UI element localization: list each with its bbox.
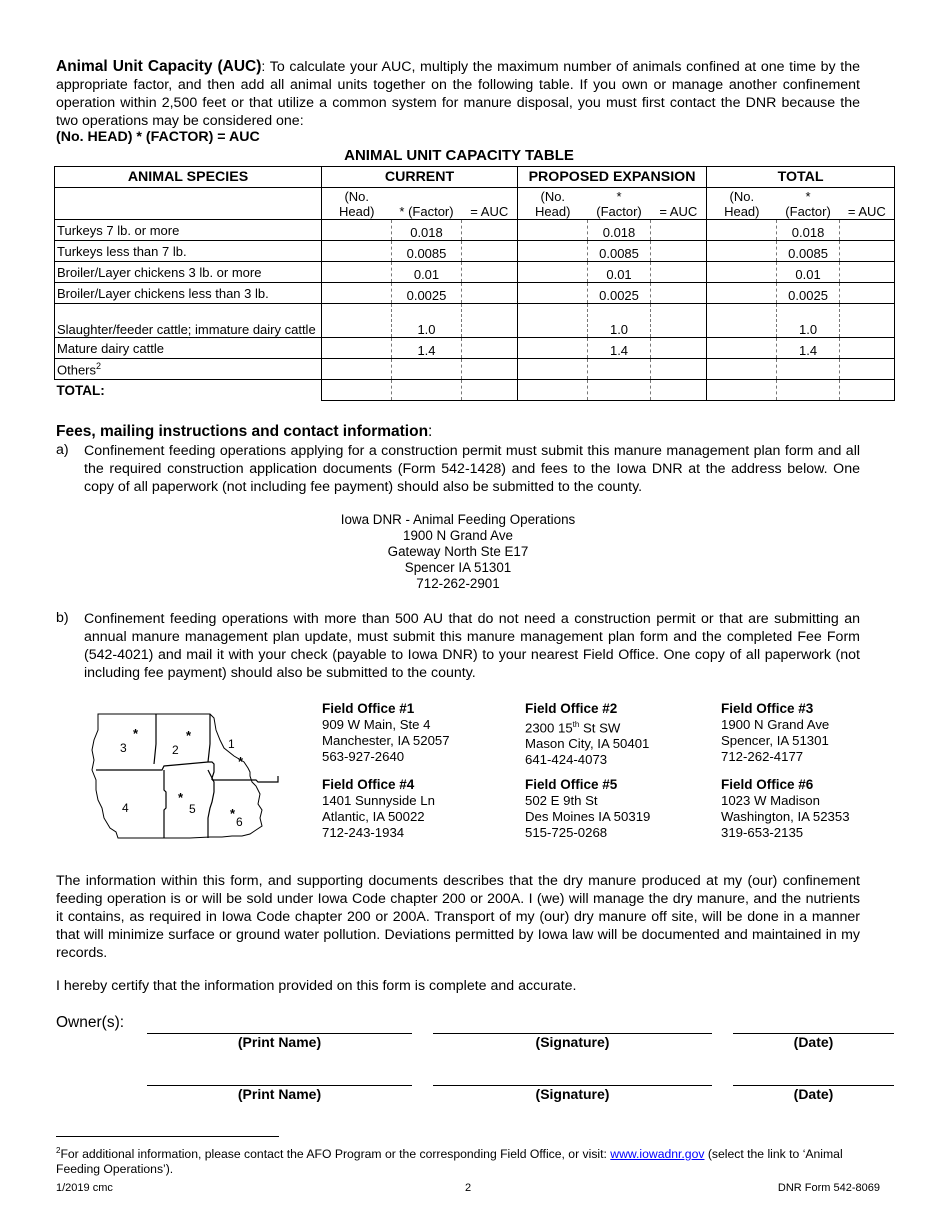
species-cell: Broiler/Layer chickens 3 lb. or more [55,262,322,283]
head-input[interactable] [518,262,588,283]
table-row [55,220,895,241]
factor-cell: 1.4 [588,338,651,359]
head-input[interactable] [322,241,392,262]
factor-cell: 1.0 [392,304,462,338]
field-office-3: Field Office #3 1900 N Grand Ave Spencer, IA 51301 712-262-4177 [721,701,830,764]
table-row [55,338,895,359]
print-name-label: (Print Name) [237,1086,322,1102]
fees-colon: : [428,423,433,440]
head-input[interactable] [518,359,588,380]
table-row [55,359,895,380]
factor-cell: 0.0085 [588,241,651,262]
factor-cell: 0.018 [392,220,462,241]
footnote-separator [56,1136,279,1137]
head-input[interactable] [322,262,392,283]
auc-intro-text: : To calculate your AUC, multiply the maximum number of animals confined at one time by the appropriate factor, and then add all animal units together on the following table. If you own or manage another confinement operation within 2,500 feet or that utilize a common system for manure disposal, you must first contact the DNR because the two operations may be considered one: [56,59,860,129]
total-input[interactable] [588,380,651,401]
map-region-label: 6 [236,815,243,829]
table-title: ANIMAL UNIT CAPACITY TABLE [344,147,574,164]
print-name-label: (Print Name) [237,1034,322,1050]
auc-input[interactable] [651,304,707,338]
sub-auc: = AUC [470,204,509,219]
map-region-label: 4 [122,801,129,815]
sub-auc: = AUC [659,204,698,219]
auc-input[interactable] [462,359,518,380]
col-total: TOTAL [707,167,895,188]
factor-cell: 0.0025 [392,283,462,304]
address-line: 712-262-2901 [416,576,500,591]
auc-input[interactable] [462,262,518,283]
total-label: TOTAL: [56,382,105,398]
dnr-address [258,512,658,592]
address-line: 1900 N Grand Ave [403,528,513,543]
auc-input[interactable] [462,220,518,241]
species-cell: Broiler/Layer chickens less than 3 lb. [55,283,322,304]
auc-input[interactable] [840,283,895,304]
factor-cell[interactable] [588,359,651,380]
factor-cell: 0.018 [588,220,651,241]
form-number: DNR Form 542-8069 [777,1182,880,1194]
sub-factor: * (Factor) [785,189,831,219]
date-label: (Date) [793,1086,834,1102]
item-b-text: Confinement feeding operations with more than 500 AU that do not need a construction permit or that are submitting an annual manure management plan update, must submit this manure management plan form and the completed Fee Form (542-4021) and mail it with your check (payable to Iowa DNR) to your nearest Field Office. One copy of all paperwork (not including fee payment) should also be submitted to the county. [84,611,860,681]
map-region-label: 5 [189,802,196,816]
total-input[interactable] [840,380,895,401]
auc-input[interactable] [462,241,518,262]
head-input[interactable] [518,241,588,262]
map-region-label: 3 [120,741,127,755]
table-row-total [55,380,895,401]
sub-head: (No. Head) [518,188,588,220]
head-input[interactable] [322,220,392,241]
sub-factor: * (Factor) [596,189,642,219]
auc-input[interactable] [651,220,707,241]
field-office-2: Field Office #2 2300 15th St SW Mason City, IA 50401 641-424-4073 [525,701,650,768]
certify-statement: I hereby certify that the information provided on this form is complete and accurate. [56,978,577,994]
auc-input[interactable] [462,338,518,359]
head-input[interactable] [518,304,588,338]
table-row [55,283,895,304]
field-office-1: Field Office #1 909 W Main, Ste 4 Manchester, IA 52057 563-927-2640 [322,701,450,764]
office-location-star-icon: * [238,754,244,769]
factor-cell: 0.0085 [777,241,840,262]
factor-cell: 0.0085 [392,241,462,262]
office-location-star-icon: * [178,790,184,805]
address-line: Iowa DNR - Animal Feeding Operations [340,512,576,527]
head-input[interactable] [518,220,588,241]
office-location-star-icon: * [186,728,192,743]
auc-input[interactable] [840,220,895,241]
head-input[interactable] [322,283,392,304]
date-label: (Date) [793,1034,834,1050]
head-input[interactable] [322,338,392,359]
auc-formula: (No. HEAD) * (FACTOR) = AUC [56,129,260,145]
auc-input[interactable] [840,262,895,283]
auc-input[interactable] [651,262,707,283]
field-office-6: Field Office #6 1023 W Madison Washington, IA 52353 319-653-2135 [721,777,850,840]
address-line: Gateway North Ste E17 [387,544,529,559]
col-proposed-expansion: PROPOSED EXPANSION [518,167,707,188]
auc-input[interactable] [840,241,895,262]
office-location-star-icon: * [133,726,139,741]
signature-label: (Signature) [535,1034,610,1050]
head-input[interactable] [518,283,588,304]
factor-cell: 0.0025 [777,283,840,304]
head-input[interactable] [707,262,777,283]
head-input[interactable] [707,359,777,380]
head-input[interactable] [707,304,777,338]
species-cell: Slaughter/feeder cattle; immature dairy cattle [55,304,322,338]
total-input[interactable] [518,380,588,401]
factor-cell: 0.01 [588,262,651,283]
auc-input[interactable] [462,283,518,304]
auc-input[interactable] [651,241,707,262]
factor-cell[interactable] [777,359,840,380]
head-input[interactable] [322,359,392,380]
footer-revision: 1/2019 cmc [56,1182,113,1194]
office-location-star-icon: * [230,806,236,821]
auc-input[interactable] [651,283,707,304]
map-region-label: 2 [172,743,179,757]
field-office-4: Field Office #4 1401 Sunnyside Ln Atlantic, IA 50022 712-243-1934 [322,777,435,840]
auc-input[interactable] [840,304,895,338]
item-a-text: Confinement feeding operations applying for a construction permit must submit this manure management plan form and all the required construction application documents (Form 542-1428) and fees to the Iowa DNR at the address below. One copy of all paperwork (not including fee payment) should also be submitted to the county. [84,443,860,495]
iowadnr-link[interactable]: www.iowadnr.gov [610,1147,705,1162]
auc-title: Animal Unit Capacity (AUC) [56,58,262,75]
auc-table [54,166,895,401]
table-row [55,262,895,283]
sub-factor: * (Factor) [399,204,454,219]
map-region-label: 1 [228,737,235,751]
head-input[interactable] [518,338,588,359]
total-input[interactable] [777,380,840,401]
auc-input[interactable] [462,304,518,338]
item-a-marker: a) [56,442,69,458]
col-animal-species: ANIMAL SPECIES [55,167,322,188]
auc-input[interactable] [651,359,707,380]
species-cell: Mature dairy cattle [55,338,322,359]
species-cell: Turkeys less than 7 lb. [55,241,322,262]
footnote: $^2$For additional information, please contact the AFO Program or the corresponding Field Office, or visit: www.iowadnr.gov (select the link to ‘Animal Feeding Operations’). [56,1146,843,1177]
auc-input[interactable] [840,359,895,380]
fees-heading [56,423,432,441]
factor-cell: 0.01 [777,262,840,283]
factor-cell: 0.018 [777,220,840,241]
total-input[interactable] [392,380,462,401]
species-cell: Turkeys 7 lb. or more [55,220,322,241]
factor-cell: 1.0 [777,304,840,338]
manure-statement: The information within this form, and supporting documents describes that the dry manure produced at my (our) confinement feeding operation is or will be sold under Iowa Code chapter 200 or 200A. I (we) will manage the dry manure, and the nutrients it contains, as required in Iowa Code chapter 200 or 200A. Transport of my (our) dry manure off site, will be done in a manner that will minimize surface or ground water pollution. Deviations permitted by Iowa law will be documented and maintained in my records. [56,873,860,961]
total-input[interactable] [707,380,777,401]
total-input[interactable] [651,380,707,401]
page-number: 2 [464,1182,472,1194]
factor-cell: 1.0 [588,304,651,338]
auc-intro [56,58,860,130]
table-row [55,241,895,262]
factor-cell: 1.4 [777,338,840,359]
sub-head: (No. Head) [322,188,392,220]
field-office-5: Field Office #5 502 E 9th St Des Moines IA 50319 515-725-0268 [525,777,651,840]
item-b-marker: b) [56,610,69,626]
factor-cell: 0.01 [392,262,462,283]
total-input[interactable] [462,380,518,401]
auc-input[interactable] [651,338,707,359]
head-input[interactable] [707,283,777,304]
fees-title: Fees, mailing instructions and contact information [56,423,429,440]
head-input[interactable] [322,304,392,338]
col-current: CURRENT [322,167,518,188]
sub-head: (No. Head) [707,188,777,220]
head-input[interactable] [707,338,777,359]
table-row [55,304,895,338]
factor-cell: 1.4 [392,338,462,359]
total-input[interactable] [322,380,392,401]
auc-input[interactable] [840,338,895,359]
head-input[interactable] [707,241,777,262]
owners-label: Owner(s): [56,1014,125,1031]
iowa-field-office-map [90,710,286,842]
address-line: Spencer IA 51301 [404,560,512,575]
head-input[interactable] [707,220,777,241]
sub-auc: = AUC [840,188,895,220]
factor-cell: 0.0025 [588,283,651,304]
factor-cell[interactable] [392,359,462,380]
species-cell: Others$^2$ [55,359,322,380]
signature-label: (Signature) [535,1086,610,1102]
